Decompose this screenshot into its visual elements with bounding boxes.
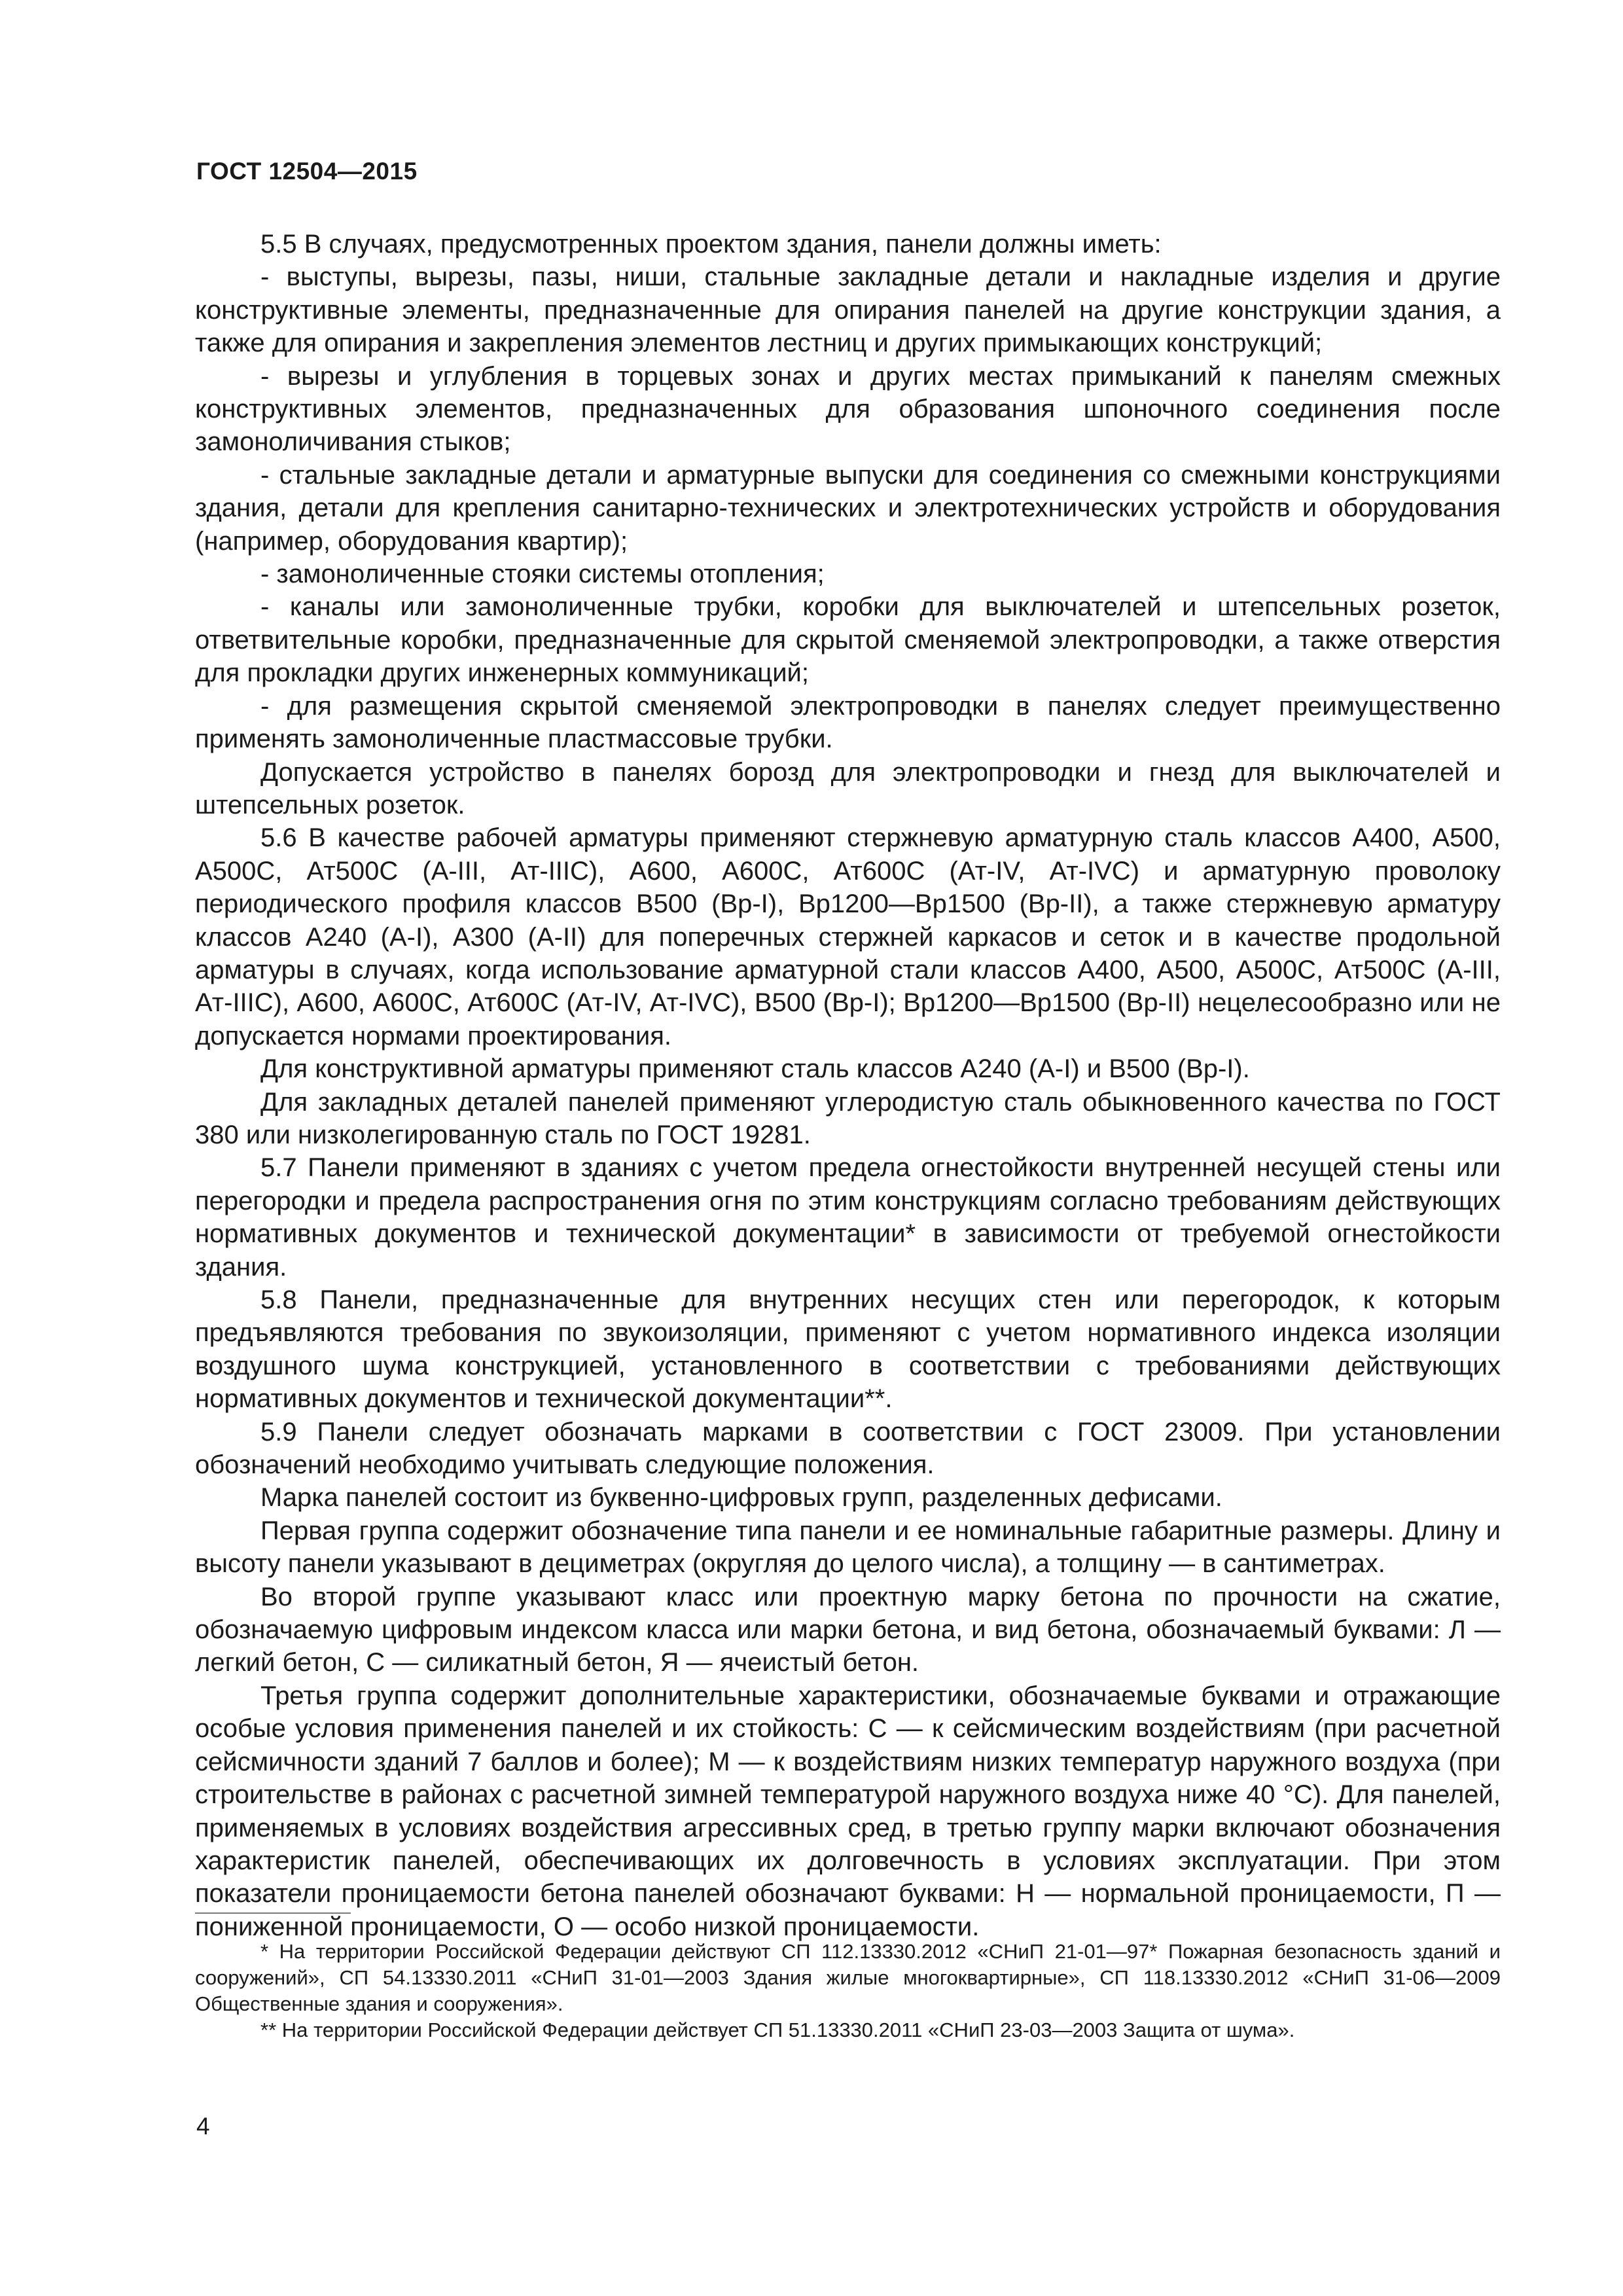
- paragraph-5-7: 5.7 Панели применяют в зданиях с учетом предела огнестойкости внутренней несущей стены или перегородки и предела распространения огня по этим конструкциям согласно требованиям действующих нормативных документов и технической документации* в зависимости от требуемой огнестойкости здания.: [195, 1153, 1501, 1282]
- paragraph-5-8: 5.8 Панели, предназначенные для внутренних несущих стен или перегородок, к которым предъявляются требования по звукоизоляции, применяют с учетом нормативного индекса изоляции воздушного шума конструкцией, установленного в соответствии с требованиями действующих нормативных документов и технической документации**.: [195, 1285, 1501, 1414]
- list-item-embedded-parts: - стальные закладные детали и арматурные выпуски для соединения со смежными конструкциями здания, детали для крепления санитарно-технических и электротехнических устройств и оборудования (например, оборудования квартир);: [195, 460, 1501, 556]
- footnote-2: ** На территории Российской Федерации действует СП 51.13330.2011 «СНиП 23-03—2003 Защита от шума».: [260, 2018, 1295, 2041]
- list-item-wiring-tubes: - для размещения скрытой сменяемой электропроводки в панелях следует преимущественно применять замоноличенные пластмассовые трубки.: [195, 691, 1501, 754]
- paragraph-first-group: Первая группа содержит обозначение типа панели и ее номинальные габаритные размеры. Длину и высоту панели указывают в дециметрах (округляя до целого числа), а толщину — в сантиметрах.: [195, 1516, 1501, 1579]
- paragraph-5-6: 5.6 В качестве рабочей арматуры применяют стержневую арматурную сталь классов А400, А500, А500С, Ат500С (А-III, Ат-IIIС), А600, А600С, Ат600С (Ат-IV, Ат-IVС) и арматурную проволоку периодического профиля классов В500 (Вр-I), Вр1200—Вр1500 (Вр-II), а также стержневую арматуру классов А240 (А-I), А300 (А-II) для поперечных стержней каркасов и сеток и в качестве продольной арматуры в случаях, когда использование арматурной стали классов А400, А500, А500С, Ат500С (А-III, Ат-IIIС), А600, А600С, Ат600С (Ат-IV, Ат-IVС), В500 (Вр-I); Вр1200—Вр1500 (Вр-II) нецелесообразно или не допускается нормами проектирования.: [195, 823, 1501, 1050]
- list-item-heating-risers: - замоноличенные стояки системы отопления;: [260, 560, 825, 589]
- paragraph-constructive-reinforcement: Для конструктивной арматуры применяют сталь классов А240 (А-I) и В500 (Вр-I).: [260, 1054, 1250, 1084]
- paragraph-grooves: Допускается устройство в панелях борозд для электропроводки и гнезд для выключателей и штепсельных розеток.: [195, 757, 1501, 819]
- footnote-1: * На территории Российской Федерации действуют СП 112.13330.2012 «СНиП 21-01—97* Пожарная безопасность зданий и сооружений», СП 54.13330.2011 «СНиП 31-01—2003 Здания жилые многоквартирные», СП 118.13330.2012 «СНиП 31-06—2009 Общественные здания и сооружения».: [195, 1940, 1501, 2015]
- document-header: ГОСТ 12504—2015: [196, 158, 418, 185]
- paragraph-5-5-intro: 5.5 В случаях, предусмотренных проектом здания, панели должны иметь:: [260, 230, 1162, 259]
- footnotes: [195, 1939, 1501, 2043]
- paragraph-third-group: Третья группа содержит дополнительные характеристики, обозначаемые буквами и отражающие особые условия применения панелей и их стойкость: С — к сейсмическим воздействиям (при расчетной сейсмичности зданий 7 баллов и более); М — к воздействиям низких температур наружного воздуха (при строительстве в районах с расчетной зимней температурой наружного воздуха ниже 40 °С). Для панелей, применяемых в условиях воздействия агрессивных сред, в третью группу марки включают обозначения характеристик панелей, обеспечивающих их долговечность в условиях эксплуатации. При этом показатели проницаемости бетона панелей обозначают буквами: Н — нормальной проницаемости, П — пониженной проницаемости, О — особо низкой проницаемости.: [195, 1681, 1501, 1941]
- list-item-protrusions: - выступы, вырезы, пазы, ниши, стальные закладные детали и накладные изделия и другие конструктивные элементы, предназначенные для опирания панелей на другие конструкции здания, а также для опирания и закрепления элементов лестниц и других примыкающих конструкций;: [195, 262, 1501, 358]
- footnote-separator: [195, 1912, 351, 1914]
- paragraph-second-group: Во второй группе указывают класс или проектную марку бетона по прочности на сжатие, обозначаемую цифровым индексом класса или марки бетона, и вид бетона, обозначаемый буквами: Л — легкий бетон, С — силикатный бетон, Я — ячеистый бетон.: [195, 1582, 1501, 1677]
- paragraph-mark-groups: Марка панелей состоит из буквенно-цифровых групп, разделенных дефисами.: [260, 1483, 1222, 1513]
- paragraph-embedded-steel: Для закладных деталей панелей применяют углеродистую сталь обыкновенного качества по ГОСТ 380 или низколегированную сталь по ГОСТ 19281.: [195, 1087, 1501, 1149]
- paragraph-5-9: 5.9 Панели следует обозначать марками в соответствии с ГОСТ 23009. При установлении обозначений необходимо учитывать следующие положения.: [195, 1417, 1501, 1480]
- page-number: 4: [196, 2113, 210, 2140]
- body-text: [195, 228, 1501, 1943]
- list-item-cutouts: - вырезы и углубления в торцевых зонах и других местах примыканий к панелям смежных конструктивных элементов, предназначенных для образования шпоночного соединения после замоноличивания стыков;: [195, 361, 1501, 457]
- list-item-channels: - каналы или замоноличенные трубки, коробки для выключателей и штепсельных розеток, ответвительные коробки, предназначенные для скрытой сменяемой электропроводки, а также отверстия для прокладки других инженерных коммуникаций;: [195, 592, 1501, 688]
